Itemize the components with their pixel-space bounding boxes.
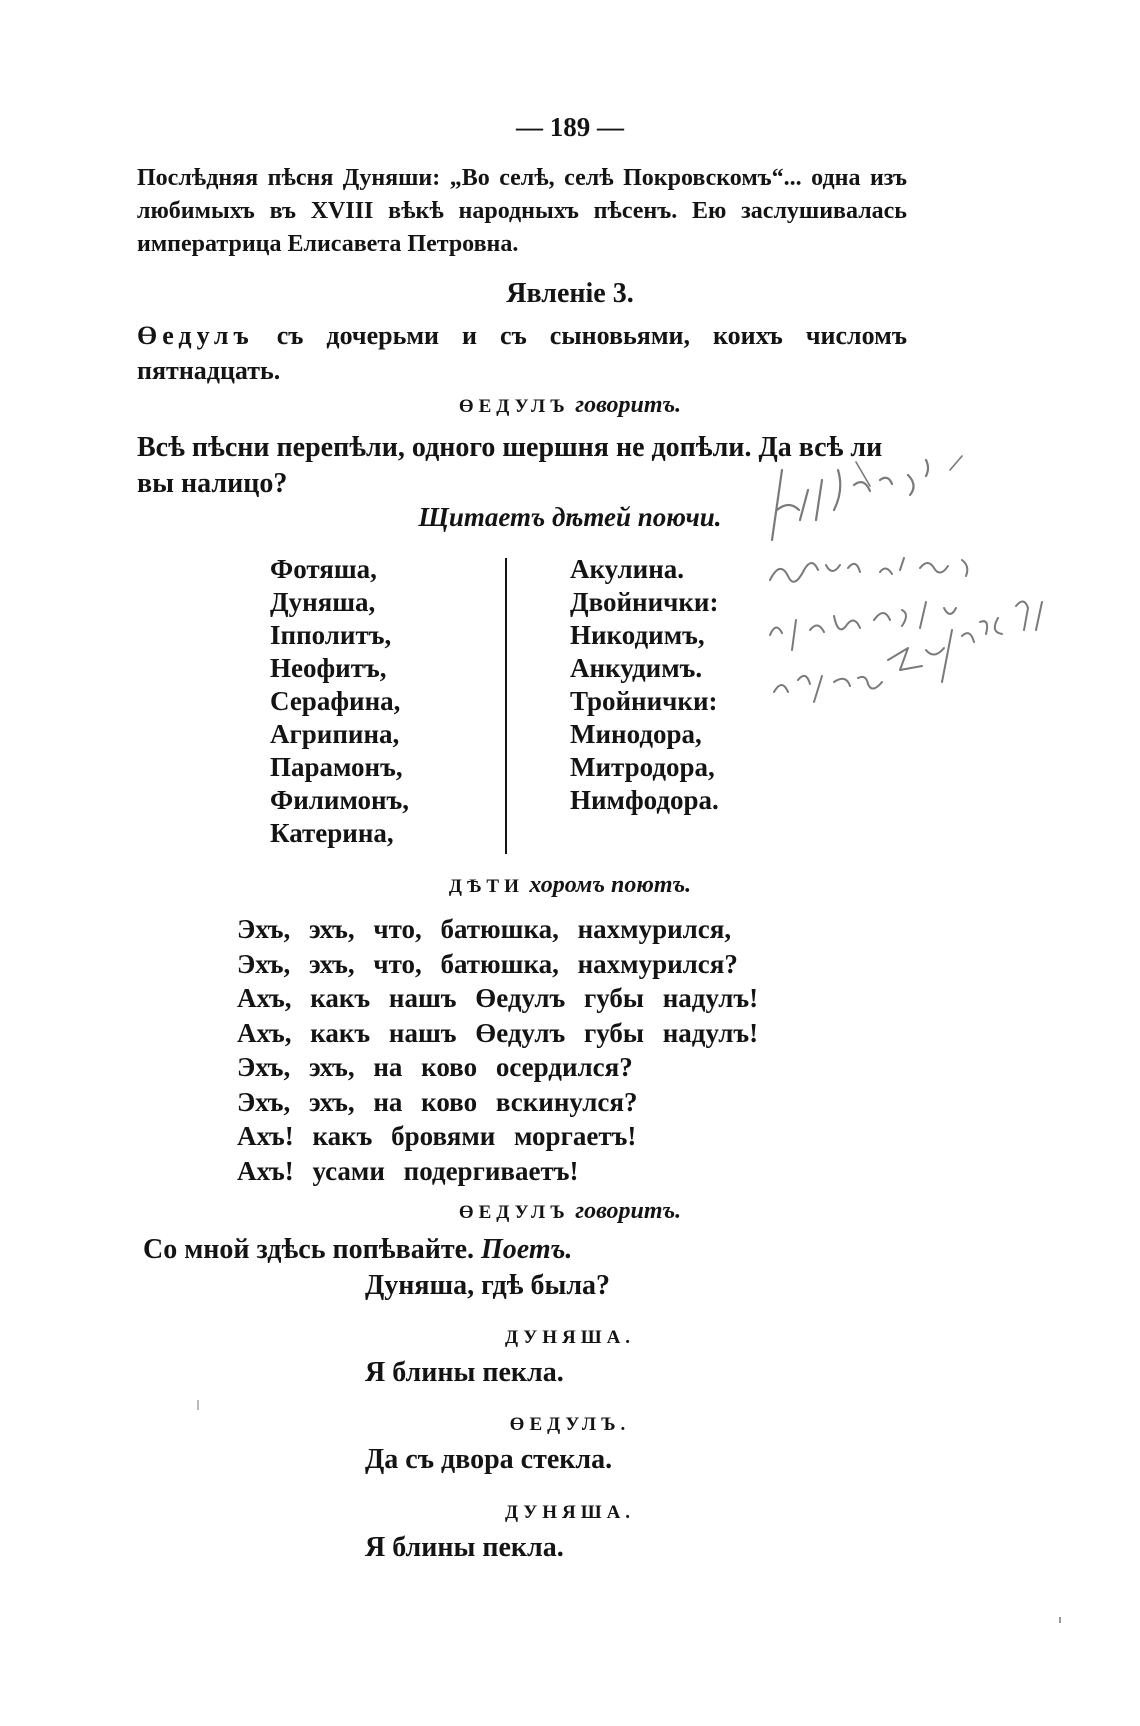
child-name: Фотяша, <box>270 554 377 584</box>
pencil-line-4 <box>774 601 1042 702</box>
speech-line: Дуняша, гдѣ была? <box>365 1270 611 1301</box>
verse-line: Ахъ, какъ нашъ Өедулъ губы надулъ! <box>237 1017 759 1048</box>
speaker-name: ӨЕДУЛЪ <box>458 1202 570 1223</box>
stage-direction-name: Өедулъ <box>137 321 254 350</box>
child-name: Іпполитъ, <box>270 620 392 650</box>
pencil-line-3 <box>770 602 956 650</box>
speech-line: Я блины пекла. <box>365 1532 564 1563</box>
child-name: Нимфодора. <box>570 785 719 815</box>
speech-line: Я блины пекла. <box>365 1357 564 1388</box>
stage-direction-text: съ дочерьми и съ сыновьями, коихъ числомъ пятнадцать. <box>137 321 907 385</box>
speaker-label <box>0 1198 1140 1225</box>
child-name: Филимонъ, <box>270 785 410 815</box>
child-name: Минодора, <box>570 719 702 749</box>
child-name: Анкудимъ. <box>570 653 703 683</box>
child-name: Катерина, <box>270 818 394 848</box>
verse-line: Эхъ, эхъ, на ково вскинулся? <box>237 1086 638 1117</box>
child-name: Дуняша, <box>270 587 376 617</box>
speaker-label <box>0 392 1140 419</box>
speaker-action: хоромъ поютъ. <box>529 872 692 898</box>
child-name: Неофитъ, <box>270 653 387 683</box>
pencil-tick <box>856 456 962 486</box>
speech-line: вы налицо? <box>137 468 288 499</box>
verse-line: Эхъ, эхъ, что, батюшка, нахмурился? <box>237 948 738 979</box>
children-list-right <box>570 553 719 817</box>
verse-line: Ахъ! какъ бровями моргаетъ! <box>237 1121 637 1151</box>
child-name: Парамонъ, <box>270 752 403 782</box>
ink-speck <box>1059 1617 1067 1623</box>
verse-line: Эхъ, эхъ, на ково осердился? <box>237 1052 633 1082</box>
child-name: Тройнички: <box>570 686 718 716</box>
chorus-verse <box>237 912 758 1188</box>
speaker-name: ӨЕДУЛЪ <box>458 396 570 417</box>
verse-line: Ахъ! усами подергиваетъ! <box>237 1155 579 1186</box>
speaker-name: ДУНЯША. <box>504 1502 636 1523</box>
child-name: Митродора, <box>570 752 715 782</box>
pencil-line-1 <box>772 460 928 540</box>
speaker-name: ДѢТИ <box>448 876 524 897</box>
child-name: Двойнички: <box>570 587 719 617</box>
child-name: Серафина, <box>270 686 401 716</box>
footnote-paragraph: Послѣдняя пѣсня Дуняши: „Во селѣ, селѣ Покровскомъ“... одна изъ любимыхъ въ XVIII вѣкѣ народныхъ пѣсенъ. Ею заслушивалась императрица Елисавета Петровна. <box>137 165 907 257</box>
verse-line: Эхъ, эхъ, что, батюшка, нахмурился, <box>237 914 732 944</box>
children-list-left <box>270 553 409 850</box>
speaker-label <box>0 872 1140 899</box>
speaker-label <box>0 1498 1140 1524</box>
handwritten-annotation <box>730 430 1130 760</box>
verse-line: Ахъ, какъ нашъ Өедулъ губы надулъ! <box>237 983 759 1013</box>
child-name: Акулина. <box>570 554 685 584</box>
speaker-name: ӨЕДУЛЪ. <box>509 1414 631 1435</box>
page-number: — 189 — <box>516 112 624 142</box>
column-divider <box>505 558 507 854</box>
speaker-label <box>0 1410 1140 1436</box>
speech-text: Со мной здѣсь попѣвайте. <box>143 1234 482 1265</box>
stage-direction <box>137 318 907 388</box>
scene-heading: Явленіе 3. <box>506 278 634 309</box>
stage-direction-italic: Щитаетъ дѣтей поючи. <box>418 502 722 532</box>
child-name: Агрипина, <box>270 719 400 749</box>
pencil-scribble <box>770 456 1042 702</box>
speech-line: Да съ двора стекла. <box>365 1444 613 1475</box>
ink-speck <box>197 1400 199 1410</box>
speech-line: Всѣ пѣсни перепѣли, одного шершня не допѣли. Да всѣ ли <box>137 432 883 463</box>
speaker-action: говоритъ. <box>575 1198 682 1224</box>
speech-action: Поетъ. <box>481 1234 573 1265</box>
speaker-action: говоритъ. <box>575 392 682 418</box>
pencil-line-2 <box>770 558 967 582</box>
speech-line <box>143 1234 572 1266</box>
child-name: Никодимъ, <box>570 620 705 650</box>
speaker-name: ДУНЯША. <box>504 1327 636 1348</box>
speaker-label <box>0 1323 1140 1349</box>
